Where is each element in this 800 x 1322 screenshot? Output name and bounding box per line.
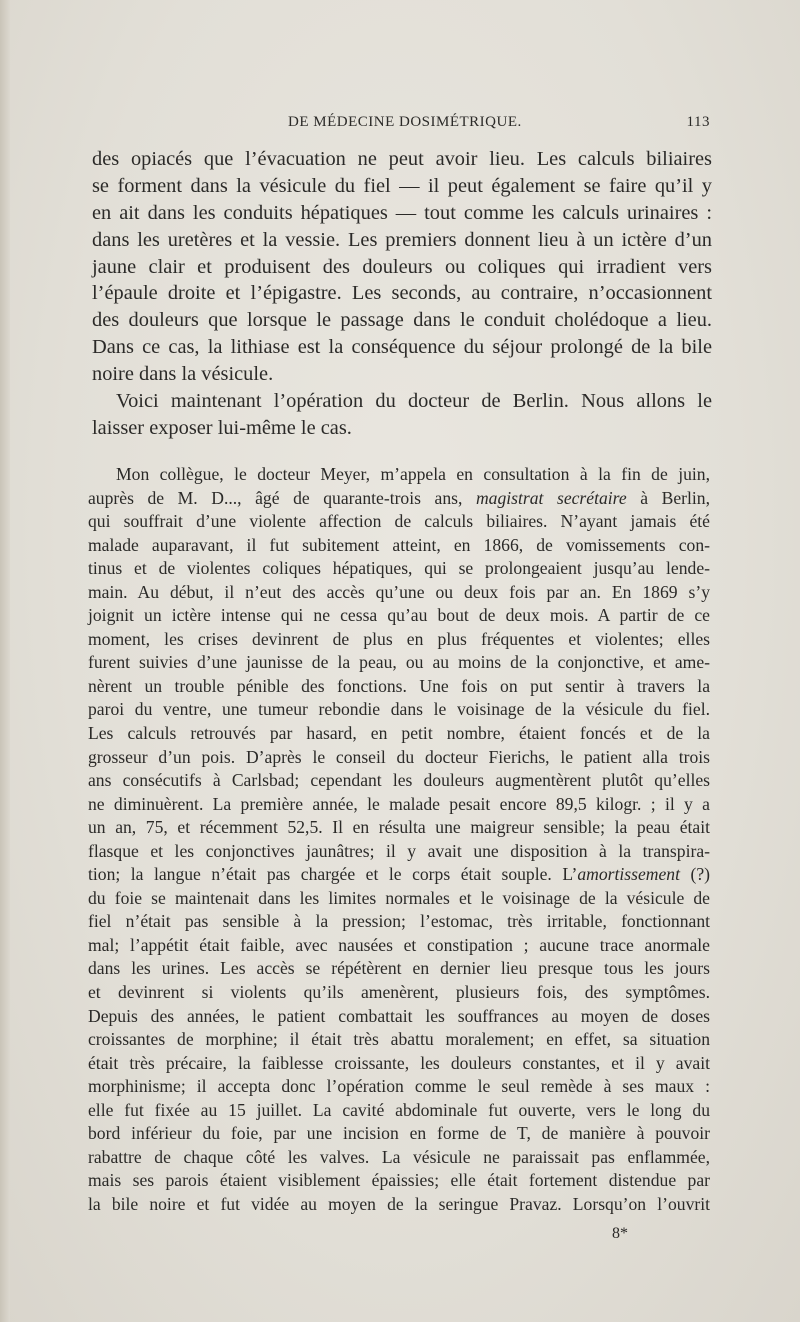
quote-line: elle fut fixée au 15 juillet. La cavité abdominale fut ouverte, vers le long du (88, 1099, 710, 1120)
quote-line: furent suivies d’une jaunisse de la peau, ou au moins de la conjonctive, et ame- (88, 652, 710, 673)
quote-line: flasque et les conjonctives jaunâtres; il y avait une disposition à la transpira- (88, 840, 710, 861)
quote-text-run: (?) (679, 864, 710, 885)
quote-line: joignit un ictère intense qui ne cessa qu’au bout de deux mois. A partir de ce (88, 605, 710, 626)
quote-line: la bile noire et fut vidée au moyen de la seringue Pravaz. Lorsqu’on l’ouvrit (88, 1193, 710, 1214)
quote-line: grosseur d’un pois. D’après le conseil du docteur Fierichs, le patient alla trois (88, 746, 710, 767)
quote-text-run: tion; la langue n’était pas chargée et le corps était souple. L’ (88, 864, 578, 885)
quote-line: Mon collègue, le docteur Meyer, m’appela en consultation à la fin de juin, (116, 464, 710, 484)
quote-line (88, 863, 710, 887)
quote-text-run: auprès de M. D..., âgé de quarante-trois ans, (88, 487, 476, 508)
quote-line: mal; l’appétit était faible, avec nausées et constipation ; aucune trace anormale (88, 934, 710, 955)
body-line: l’épaule droite et l’épigastre. Les seconds, au contraire, n’occasionnent (92, 282, 712, 305)
quote-line: mais ses parois étaient visiblement épaissies; elle était fortement distendue par (88, 1170, 710, 1191)
running-head-title: DE MÉDECINE DOSIMÉTRIQUE. (288, 114, 522, 130)
quote-line: fiel n’était pas sensible à la pression; l’estomac, très irritable, fonctionnant (88, 911, 710, 932)
body-line: laisser exposer lui-même le cas. (92, 416, 352, 439)
body-line: des opiacés que l’évacuation ne peut avoir lieu. Les calculs biliaires (92, 148, 712, 170)
page-edge-shadow (0, 0, 10, 1322)
body-line: en ait dans les conduits hépatiques — tout comme les calculs urinaires : (92, 201, 712, 224)
body-line: jaune clair et produisent des douleurs ou coliques qui irradient vers (92, 255, 712, 278)
quote-line: du foie se maintenait dans les limites normales et le voisinage de la vésicule de (88, 887, 710, 908)
quote-italic-term: amortissement (577, 864, 680, 885)
body-line: des douleurs que lorsque le passage dans le conduit cholédoque a lieu. (92, 309, 712, 332)
quote-line: tinus et de violentes coliques hépatiques, qui se prolongeaient jusqu’au lende- (88, 558, 710, 579)
body-line: Dans ce cas, la lithiase est la conséquence du séjour prolongé de la bile (92, 336, 712, 359)
quote-line: nèrent un trouble pénible des fonctions. Une fois on put sentir à travers la (88, 675, 710, 696)
quote-italic-term: magistrat secrétaire (475, 487, 627, 508)
quoted-case-report (88, 463, 710, 1217)
quote-line: et devinrent si violents qu’ils amenèrent, plusieurs fois, des symptômes. (88, 982, 710, 1003)
quote-text-run: à Berlin, (626, 487, 710, 508)
quote-line: un an, 75, et récemment 52,5. Il en résulta une maigreur sensible; la peau était (88, 817, 710, 838)
body-line: Voici maintenant l’opération du docteur de Berlin. Nous allons le (116, 390, 712, 413)
quote-line (88, 487, 710, 511)
quote-line: dans les urines. Les accès se répétèrent en dernier lieu presque tous les jours (88, 958, 710, 979)
page-number: 113 (686, 114, 710, 130)
quote-line: Depuis des années, le patient combattait les souffrances au moyen de doses (88, 1005, 710, 1026)
quote-line: qui souffrait d’une violente affection de calculs biliaires. N’ayant jamais été (88, 511, 710, 532)
quote-line: main. Au début, il n’eut des accès qu’une ou deux fois par an. En 1869 s’y (88, 581, 710, 602)
quote-line: rabattre de chaque côté les valves. La vésicule ne paraissait pas enflammée, (88, 1146, 710, 1167)
quote-line: était très précaire, la faiblesse croissante, les douleurs constantes, et il y avait (88, 1052, 710, 1073)
quote-line: ans consécutifs à Carlsbad; cependant les douleurs augmentèrent plutôt qu’elles (88, 770, 710, 791)
body-line: se forment dans la vésicule du fiel — il peut également se faire qu’il y (92, 174, 712, 197)
quote-line: ne diminuèrent. La première année, le malade pesait encore 89,5 kilogr. ; il y a (88, 793, 710, 814)
signature-mark: 8* (612, 1225, 628, 1242)
quote-line: Les calculs retrouvés par hasard, en petit nombre, étaient foncés et de la (88, 723, 710, 744)
quote-line: moment, les crises devinrent de plus en plus fréquentes et violentes; elles (88, 628, 710, 649)
quote-line: malade auparavant, il fut subitement atteint, en 1866, de vomissements con- (88, 534, 710, 555)
body-line: dans les uretères et la vessie. Les premiers donnent lieu à un ictère d’un (92, 228, 712, 251)
quote-line: morphinisme; il accepta donc l’opération comme le seul remède à ses maux : (88, 1076, 710, 1097)
quote-line: paroi du ventre, une tumeur rebondie dans le voisinage de la vésicule du fiel. (88, 699, 710, 720)
quote-line: croissantes de morphine; il était très abattu moralement; en effet, sa situation (88, 1029, 710, 1050)
body-paragraphs (92, 146, 712, 442)
running-head (92, 114, 710, 136)
quote-line: bord inférieur du foie, par une incision en forme de T, de manière à pouvoir (88, 1123, 710, 1144)
body-line: noire dans la vésicule. (92, 363, 274, 386)
